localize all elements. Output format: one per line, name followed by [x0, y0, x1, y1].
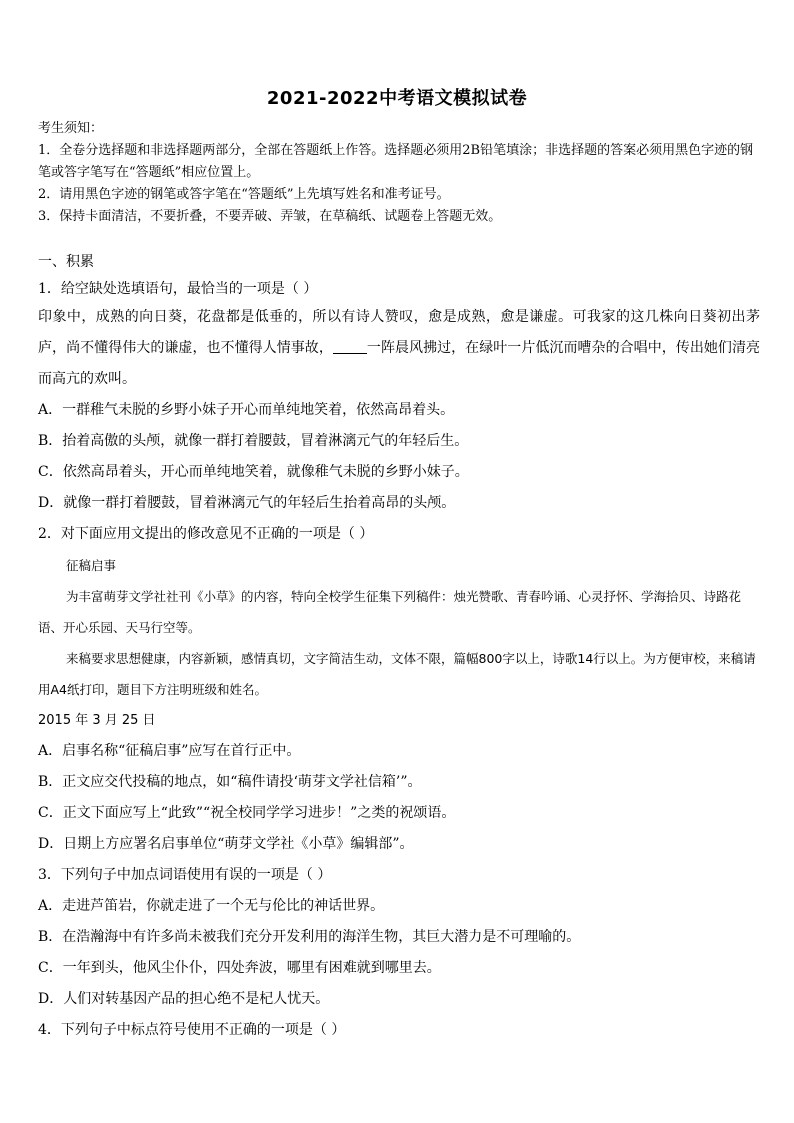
question-1-passage	[38, 302, 760, 395]
option-d: D．就像一群打着腰鼓，冒着淋漓元气的年轻后生抬着高昂的头颅。	[38, 495, 456, 511]
notice-heading: 考生须知：	[38, 121, 104, 136]
notice-paragraph: 来稿要求思想健康，内容新颖，感情真切，文字简洁生动，文体不限，篇幅800字以上，诗歌14行以上。为方便审校，来稿请用A4纸打印，题目下方注明班级和姓名。	[38, 651, 756, 697]
option-d: D．人们对转基因产品的担心绝不是杞人忧天。	[38, 991, 330, 1007]
question-3-stem: 3．下列句子中加点词语使用有误的一项是（ ）	[38, 867, 332, 883]
page-body	[38, 118, 760, 1046]
option-c: C．正文下面应写上“此致”“祝全校同学学习进步！”之类的祝颂语。	[38, 805, 456, 821]
option-b: B．在浩瀚海中有许多尚未被我们充分开发利用的海洋生物，其巨大潜力是不可理喻的。	[38, 929, 581, 945]
option-c: C．依然高昂着头，开心而单纯地笑着，就像稚气未脱的乡野小妹子。	[38, 464, 469, 480]
question-4-stem: 4．下列句子中标点符号使用不正确的一项是（ ）	[38, 1022, 346, 1038]
notice-title: 征稿启事	[66, 558, 117, 573]
question-2-stem: 2．对下面应用文提出的修改意见不正确的一项是（ ）	[38, 526, 374, 542]
notice-paragraph: 为丰富萌芽文学社社刊《小草》的内容，特向全校学生征集下列稿件：烛光赞歌、青春吟诵、心灵抒怀、学海拾贝、诗路花语、开心乐园、天马行空等。	[38, 589, 742, 635]
notice-item: 3．保持卡面清洁，不要折叠，不要弄破、弄皱，在草稿纸、试题卷上答题无效。	[38, 209, 502, 224]
passage-text: 一阵晨风拂过，在绿叶一片低沉而嘈杂的合唱中，传出她们清亮而高亢的欢叫。	[38, 340, 761, 387]
notice-date: 2015 年 3 月 25 日	[38, 713, 156, 728]
section-heading: 一、积累	[38, 254, 94, 270]
notice-item: 1．全卷分选择题和非选择题两部分，全部在答题纸上作答。选择题必须用2B铅笔填涂；非选择题的答案必须用黑色字迹的钢笔或答字笔写在“答题纸”相应位置上。	[38, 143, 754, 180]
option-b: B．正文应交代投稿的地点，如“稿件请投‘萌芽文学社信箱’”。	[38, 774, 422, 790]
option-a: A．走进芦笛岩，你就走进了一个无与伦比的神话世界。	[38, 898, 385, 914]
answer-blank	[333, 339, 367, 354]
notice-item: 2．请用黑色字迹的钢笔或答字笔在“答题纸”上先填写姓名和准考证号。	[38, 187, 450, 202]
option-a: A．启事名称“征稿启事”应写在首行正中。	[38, 743, 301, 759]
option-d: D．日期上方应署名启事单位“萌芽文学社《小草》编辑部”。	[38, 836, 414, 852]
option-b: B．抬着高傲的头颅，就像一群打着腰鼓，冒着淋漓元气的年轻后生。	[38, 433, 469, 449]
option-c: C．一年到头，他风尘仆仆，四处奔波，哪里有困难就到哪里去。	[38, 960, 441, 976]
question-1-stem: 1．给空缺处选填语句，最恰当的一项是（ ）	[38, 281, 318, 297]
option-a: A．一群稚气未脱的乡野小妹子开心而单纯地笑着，依然高昂着头。	[38, 402, 455, 418]
page-title: 2021-2022中考语文模拟试卷	[266, 88, 528, 109]
passage-text: 印象中，成熟的向日葵，花盘都是低垂的，所以有诗人赞叹，愈是成熟，愈是谦虚。可我家的这几株向日葵初出茅庐，尚不懂得伟大的谦虚，也不懂得人情事故，	[38, 309, 760, 356]
candidate-notice	[38, 118, 760, 228]
